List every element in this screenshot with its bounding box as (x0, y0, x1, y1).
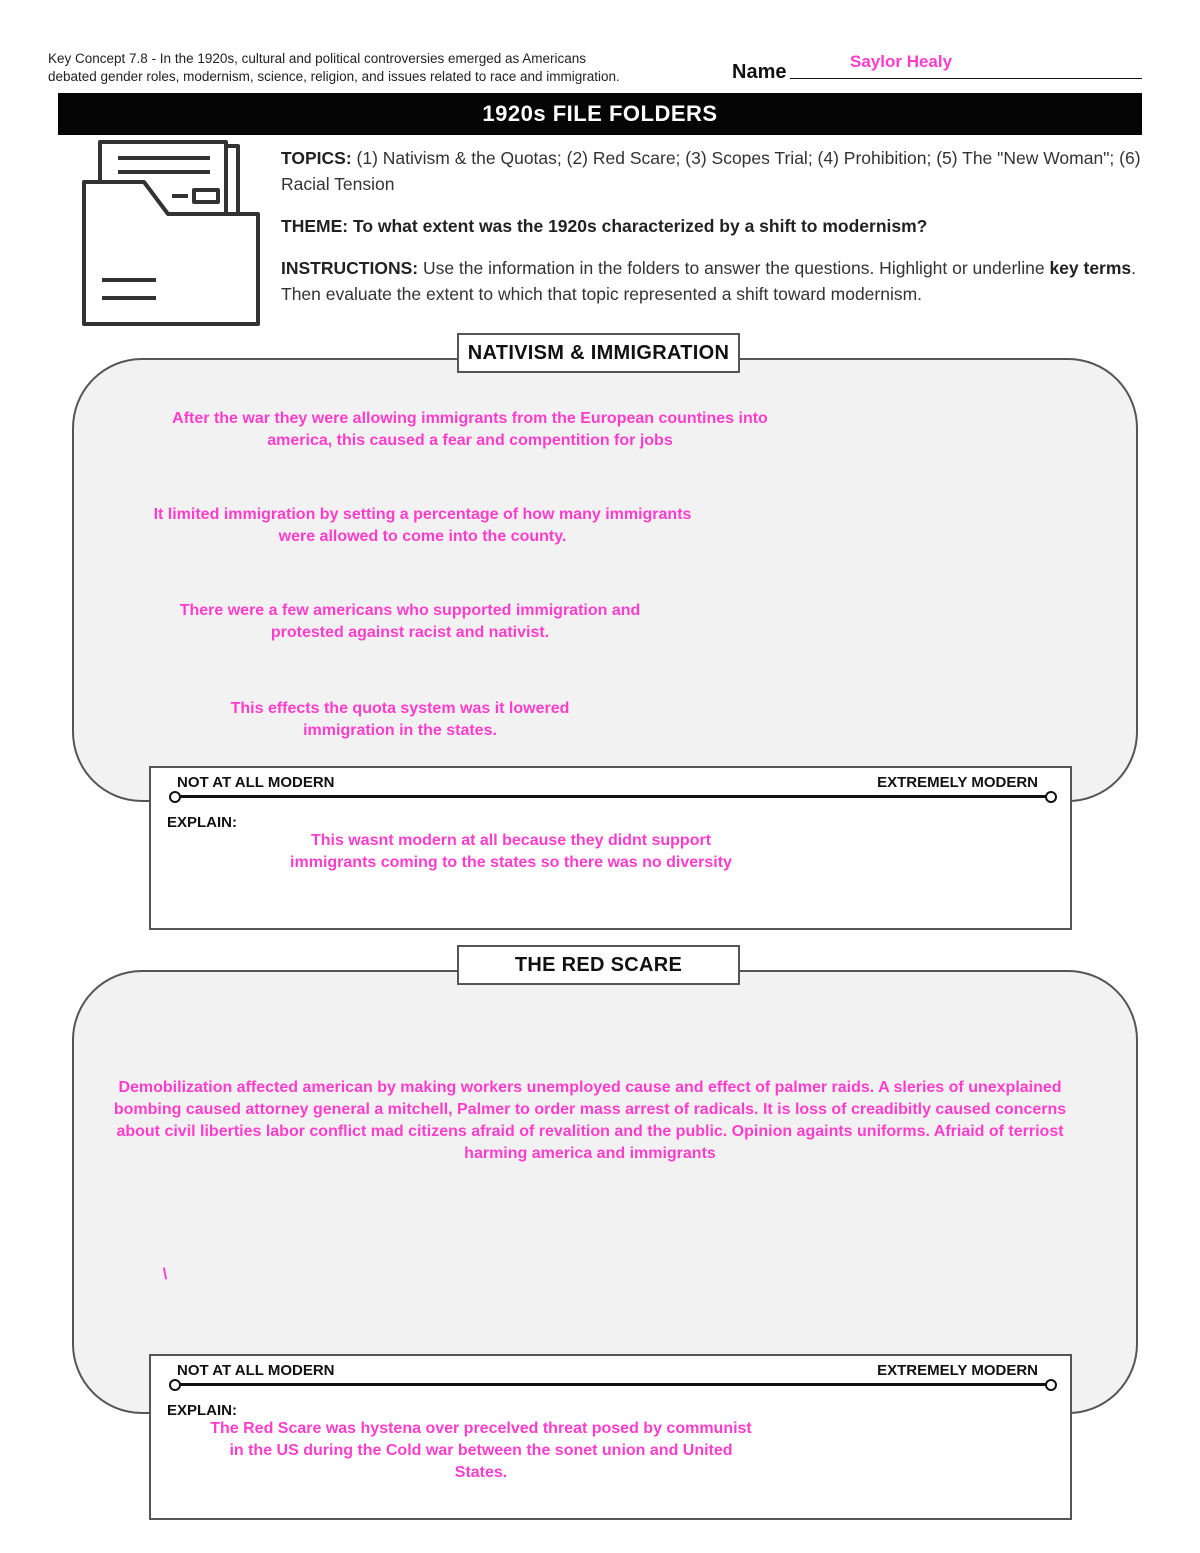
section-red-scare-box (72, 970, 1138, 1414)
nativism-answer-2[interactable]: It limited immigration by setting a percentage of how many immigrants were allowed to come into the county. (153, 506, 692, 545)
nativism-answer-1[interactable]: After the war they were allowing immigrants from the European countines into america, this caused a fear and compentition for jobs (172, 410, 768, 449)
red-scare-explain-answer[interactable]: The Red Scare was hystena over precelved threat posed by communist in the US during the Cold war between the sonet union and United States. (210, 1420, 752, 1481)
key-concept-line-1: Key Concept 7.8 - In the 1920s, cultural and political controversies emerged as Americans (48, 51, 587, 66)
scale-left-label: NOT AT ALL MODERN (177, 774, 335, 791)
scale-end-dot (1045, 1379, 1057, 1391)
nativism-explain-box (149, 766, 1072, 930)
instructions-paragraph (281, 255, 1141, 307)
name-underline (790, 78, 1142, 79)
name-label: Name (732, 61, 787, 83)
topics-paragraph (281, 145, 1141, 197)
theme-text: THEME: To what extent was the 1920s characterized by a shift to modernism? (281, 216, 928, 236)
theme-paragraph (281, 213, 1141, 239)
section-red-scare-label: THE RED SCARE (457, 945, 740, 985)
scale-start-dot (169, 791, 181, 803)
nativism-answer-4[interactable]: This effects the quota system was it lowered immigration in the states. (230, 700, 570, 739)
name-field[interactable]: Saylor Healy (850, 52, 953, 71)
explain-label: EXPLAIN: (167, 814, 238, 831)
page-title: 1920s FILE FOLDERS (58, 93, 1142, 135)
red-scare-answer-1[interactable]: Demobilization affected american by making workers unemployed cause and effect of palmer raids. A sleries of unexplained bombing caused attorney general a mitchell, Palmer to order mass arrest of radicals. It is loss of creadibitly caused concerns about civil liberties labor conflict mad citizens afraid of revalition and the public. Opinion againts uniforms. Afriaid of terriost harming america and immigrants (113, 1079, 1067, 1162)
instructions-text: Use the information in the folders to answer the questions. Highlight or underline (422, 258, 1045, 278)
instructions-label: INSTRUCTIONS: (281, 258, 419, 278)
folder-with-documents-icon (78, 138, 268, 335)
nativism-answer-3[interactable]: There were a few americans who supported immigration and protested against racist and nativist. (179, 602, 641, 641)
key-concept-text (48, 50, 728, 86)
modernism-scale-line[interactable] (177, 795, 1047, 798)
topics-label: TOPICS: (281, 148, 352, 168)
scale-end-dot (1045, 791, 1057, 803)
explain-label: EXPLAIN: (167, 1402, 238, 1419)
scale-right-label: EXTREMELY MODERN (877, 1362, 1038, 1379)
red-scare-explain-box (149, 1354, 1072, 1520)
topics-text: (1) Nativism & the Quotas; (2) Red Scare; (3) Scopes Trial; (4) Prohibition; (5) The "New Woman"; (6) Racial Tension (281, 148, 1141, 194)
scale-left-label: NOT AT ALL MODERN (177, 1362, 335, 1379)
red-scare-answer-2[interactable]: \ (162, 1266, 168, 1283)
intro-block (281, 145, 1141, 323)
instructions-key-terms: key terms (1049, 258, 1132, 278)
key-concept-line-2: debated gender roles, modernism, science, religion, and issues related to race and immigration. (48, 69, 620, 84)
section-nativism-label: NATIVISM & IMMIGRATION (457, 333, 740, 373)
nativism-explain-answer[interactable]: This wasnt modern at all because they didnt support immigrants coming to the states so there was no diversity (290, 832, 732, 871)
scale-start-dot (169, 1379, 181, 1391)
scale-right-label: EXTREMELY MODERN (877, 774, 1038, 791)
instructions-text-end: . Then evaluate the extent to which that topic represented a shift toward modernism. (281, 258, 1137, 304)
modernism-scale-line[interactable] (177, 1383, 1047, 1386)
